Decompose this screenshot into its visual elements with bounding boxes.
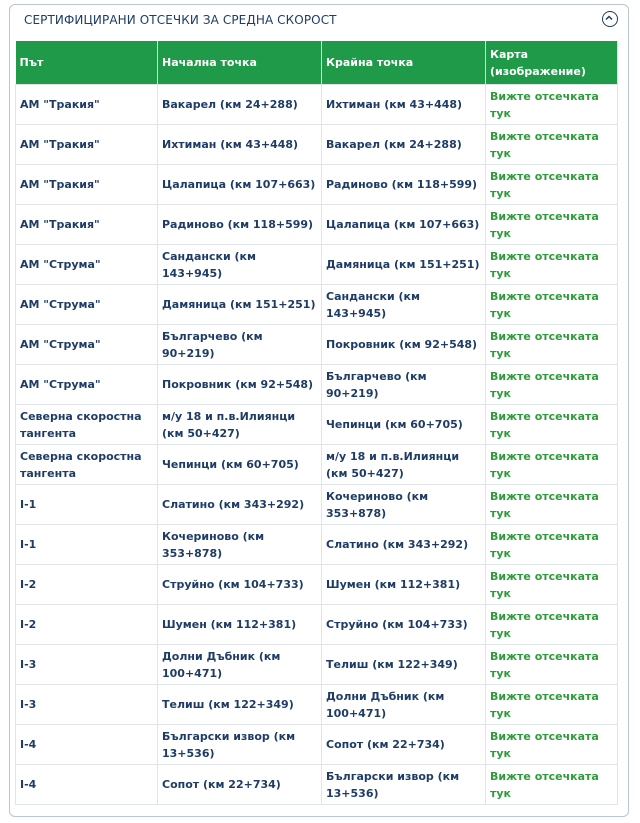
end-point-cell: Дамяница (км 151+251) xyxy=(322,245,486,285)
map-link-cell xyxy=(486,565,618,605)
end-point-cell: Телиш (км 122+349) xyxy=(322,645,486,685)
start-point-cell: Кочериново (км 353+878) xyxy=(158,525,322,565)
start-point-cell: Покровник (км 92+548) xyxy=(158,365,322,405)
map-link[interactable]: Вижте отсечката тук xyxy=(490,249,599,280)
road-cell: I-1 xyxy=(16,485,158,525)
road-cell: АМ "Струма" xyxy=(16,325,158,365)
table-row xyxy=(16,205,618,245)
road-cell: I-4 xyxy=(16,765,158,805)
table-row xyxy=(16,485,618,525)
map-link[interactable]: Вижте отсечката тук xyxy=(490,729,599,760)
map-link-cell xyxy=(486,725,618,765)
start-point-cell: Шумен (км 112+381) xyxy=(158,605,322,645)
end-point-cell: Радиново (км 118+599) xyxy=(322,165,486,205)
road-cell: АМ "Струма" xyxy=(16,365,158,405)
map-link[interactable]: Вижте отсечката тук xyxy=(490,289,599,320)
map-link-cell xyxy=(486,765,618,805)
road-cell: АМ "Струма" xyxy=(16,285,158,325)
end-point-cell: м/у 18 и п.в.Илиянци (км 50+427) xyxy=(322,445,486,485)
start-point-cell: Радиново (км 118+599) xyxy=(158,205,322,245)
map-link[interactable]: Вижте отсечката тук xyxy=(490,209,599,240)
map-link-cell xyxy=(486,685,618,725)
table-row xyxy=(16,645,618,685)
map-link-cell xyxy=(486,405,618,445)
table-row xyxy=(16,565,618,605)
start-point-cell: Българчево (км 90+219) xyxy=(158,325,322,365)
map-link-cell xyxy=(486,645,618,685)
map-link-cell xyxy=(486,165,618,205)
start-point-cell: м/у 18 и п.в.Илиянци (км 50+427) xyxy=(158,405,322,445)
end-point-cell: Чепинци (км 60+705) xyxy=(322,405,486,445)
end-point-cell: Слатино (км 343+292) xyxy=(322,525,486,565)
end-point-cell: Вакарел (км 24+288) xyxy=(322,125,486,165)
end-point-cell: Кочериново (км 353+878) xyxy=(322,485,486,525)
map-link-cell xyxy=(486,525,618,565)
start-point-cell: Струйно (км 104+733) xyxy=(158,565,322,605)
chevron-up-icon[interactable] xyxy=(602,11,618,27)
table-header-row xyxy=(16,41,618,85)
road-cell: АМ "Тракия" xyxy=(16,125,158,165)
map-link[interactable]: Вижте отсечката тук xyxy=(490,769,599,800)
map-link[interactable]: Вижте отсечката тук xyxy=(490,369,599,400)
map-link[interactable]: Вижте отсечката тук xyxy=(490,129,599,160)
map-link-cell xyxy=(486,365,618,405)
road-cell: I-2 xyxy=(16,565,158,605)
table-row xyxy=(16,445,618,485)
map-link-cell xyxy=(486,485,618,525)
map-link-cell xyxy=(486,245,618,285)
map-link[interactable]: Вижте отсечката тук xyxy=(490,689,599,720)
map-link-cell xyxy=(486,205,618,245)
map-link-cell xyxy=(486,125,618,165)
panel-header[interactable] xyxy=(10,5,628,35)
end-point-cell: Струйно (км 104+733) xyxy=(322,605,486,645)
end-point-cell: Български извор (км 13+536) xyxy=(322,765,486,805)
map-link[interactable]: Вижте отсечката тук xyxy=(490,529,599,560)
table-row xyxy=(16,245,618,285)
start-point-cell: Цалапица (км 107+663) xyxy=(158,165,322,205)
start-point-cell: Долни Дъбник (км 100+471) xyxy=(158,645,322,685)
map-link[interactable]: Вижте отсечката тук xyxy=(490,409,599,440)
map-link[interactable]: Вижте отсечката тук xyxy=(490,169,599,200)
end-point-cell: Покровник (км 92+548) xyxy=(322,325,486,365)
table-row xyxy=(16,125,618,165)
road-cell: I-1 xyxy=(16,525,158,565)
road-cell: I-3 xyxy=(16,645,158,685)
road-cell: АМ "Тракия" xyxy=(16,205,158,245)
map-link[interactable]: Вижте отсечката тук xyxy=(490,329,599,360)
start-point-cell: Вакарел (км 24+288) xyxy=(158,85,322,125)
table-row xyxy=(16,85,618,125)
table-row xyxy=(16,285,618,325)
map-link[interactable]: Вижте отсечката тук xyxy=(490,649,599,680)
map-link-cell xyxy=(486,605,618,645)
table-row xyxy=(16,525,618,565)
table-row xyxy=(16,325,618,365)
table-row xyxy=(16,605,618,645)
start-point-cell: Ихтиман (км 43+448) xyxy=(158,125,322,165)
header-start-point: Начална точка xyxy=(158,41,322,85)
road-cell: АМ "Струма" xyxy=(16,245,158,285)
end-point-cell: Българчево (км 90+219) xyxy=(322,365,486,405)
end-point-cell: Сандански (км 143+945) xyxy=(322,285,486,325)
map-link[interactable]: Вижте отсечката тук xyxy=(490,489,599,520)
table-row xyxy=(16,685,618,725)
road-cell: АМ "Тракия" xyxy=(16,165,158,205)
end-point-cell: Цалапица (км 107+663) xyxy=(322,205,486,245)
header-map: Карта (изображение) xyxy=(486,41,618,85)
map-link-cell xyxy=(486,325,618,365)
speed-sections-table xyxy=(15,41,618,805)
map-link[interactable]: Вижте отсечката тук xyxy=(490,449,599,480)
start-point-cell: Дамяница (км 151+251) xyxy=(158,285,322,325)
start-point-cell: Слатино (км 343+292) xyxy=(158,485,322,525)
end-point-cell: Шумен (км 112+381) xyxy=(322,565,486,605)
start-point-cell: Сандански (км 143+945) xyxy=(158,245,322,285)
map-link-cell xyxy=(486,285,618,325)
header-road: Път xyxy=(16,41,158,85)
map-link[interactable]: Вижте отсечката тук xyxy=(490,89,599,120)
table-row xyxy=(16,165,618,205)
header-end-point: Крайна точка xyxy=(322,41,486,85)
map-link-cell xyxy=(486,85,618,125)
table-row xyxy=(16,405,618,445)
road-cell: АМ "Тракия" xyxy=(16,85,158,125)
start-point-cell: Български извор (км 13+536) xyxy=(158,725,322,765)
road-cell: I-3 xyxy=(16,685,158,725)
end-point-cell: Ихтиман (км 43+448) xyxy=(322,85,486,125)
panel-title: СЕРТИФИЦИРАНИ ОТСЕЧКИ ЗА СРЕДНА СКОРОСТ xyxy=(24,13,337,27)
map-link[interactable]: Вижте отсечката тук xyxy=(490,609,599,640)
table-row xyxy=(16,765,618,805)
end-point-cell: Долни Дъбник (км 100+471) xyxy=(322,685,486,725)
map-link-cell xyxy=(486,445,618,485)
start-point-cell: Телиш (км 122+349) xyxy=(158,685,322,725)
road-cell: I-2 xyxy=(16,605,158,645)
road-cell: Северна скоростна тангента xyxy=(16,445,158,485)
road-cell: I-4 xyxy=(16,725,158,765)
map-link[interactable]: Вижте отсечката тук xyxy=(490,569,599,600)
start-point-cell: Чепинци (км 60+705) xyxy=(158,445,322,485)
table-row xyxy=(16,365,618,405)
end-point-cell: Сопот (км 22+734) xyxy=(322,725,486,765)
table-row xyxy=(16,725,618,765)
road-cell: Северна скоростна тангента xyxy=(16,405,158,445)
start-point-cell: Сопот (км 22+734) xyxy=(158,765,322,805)
